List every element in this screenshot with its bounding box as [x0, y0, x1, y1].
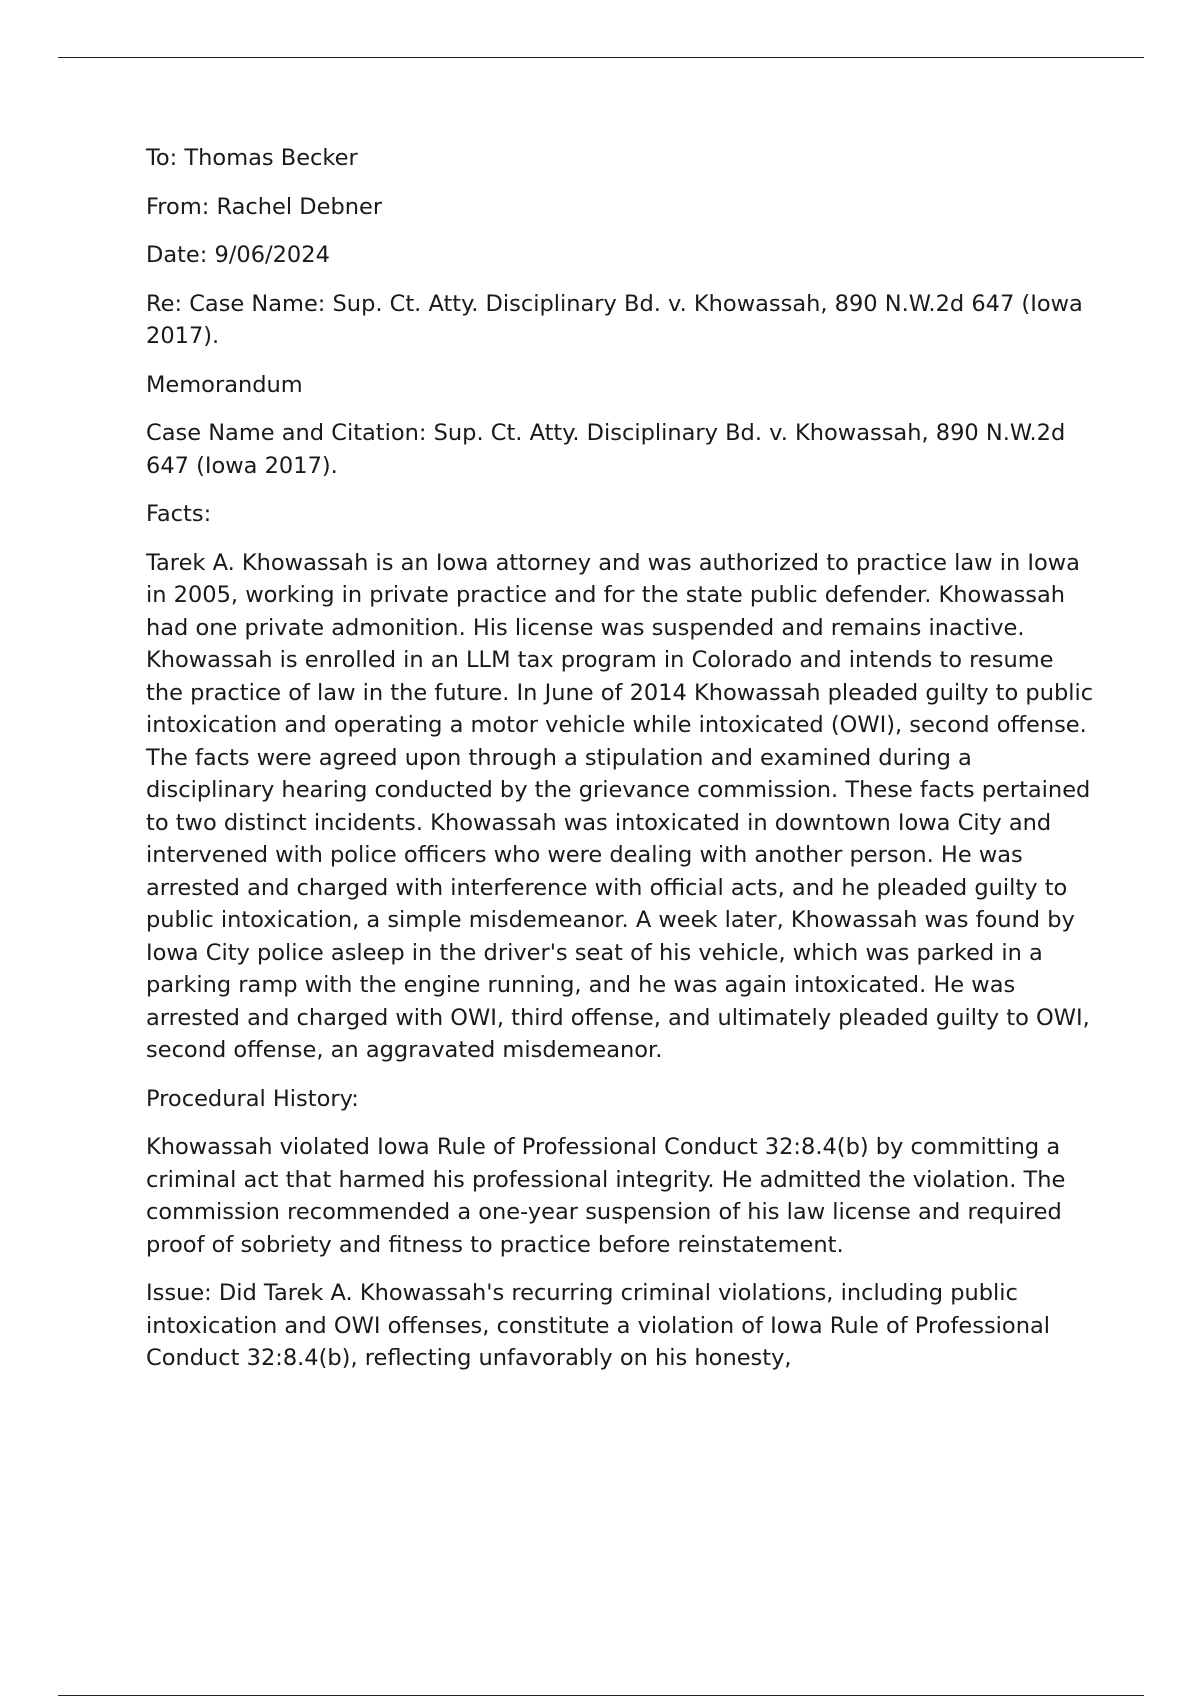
memo-from: From: Rachel Debner	[146, 193, 383, 220]
memo-date: Date: 9/06/2024	[146, 242, 330, 268]
memo-title: Memorandum	[146, 371, 303, 398]
top-rule	[58, 57, 1144, 58]
procedural-history-heading: Procedural History:	[146, 1085, 359, 1112]
memorandum-body	[146, 142, 1096, 1391]
procedural-history-paragraph: Khowassah violated Iowa Rule of Professional Conduct 32:8.4(b) by committing a criminal act that harmed his professional integrity. He admitted the violation. The commission recommended a one-year suspension of his law license and required proof of sobriety and fitness to practice before reinstatement.	[146, 1134, 1066, 1258]
facts-paragraph: Tarek A. Khowassah is an Iowa attorney and was authorized to practice law in Iowa in 2005, working in private practice and for the state public defender. Khowassah had one private admonition. His license was suspended and remains inactive. Khowassah is enrolled in an LLM tax program in Colorado and intends to resume the practice of law in the future. In June of 2014 Khowassah pleaded guilty to public intoxication and operating a motor vehicle while intoxicated (OWI), second offense. The facts were agreed upon through a stipulation and examined during a disciplinary hearing conducted by the grievance commission. These facts pertained to two distinct incidents. Khowassah was intoxicated in downtown Iowa City and intervened with police officers who were dealing with another person. He was arrested and charged with interference with official acts, and he pleaded guilty to public intoxication, a simple misdemeanor. A week later, Khowassah was found by Iowa City police asleep in the driver's seat of his vehicle, which was parked in a parking ramp with the engine running, and he was again intoxicated. He was arrested and charged with OWI, third offense, and ultimately pleaded guilty to OWI, second offense, an aggravated misdemeanor.	[146, 549, 1094, 1063]
issue-paragraph: Issue: Did Tarek A. Khowassah's recurring criminal violations, including public intoxication and OWI offenses, constitute a violation of Iowa Rule of Professional Conduct 32:8.4(b), reflecting unfavorably on his honesty,	[146, 1280, 1050, 1371]
facts-heading: Facts:	[146, 501, 212, 527]
case-citation: Case Name and Citation: Sup. Ct. Atty. Disciplinary Bd. v. Khowassah, 890 N.W.2d 647 (Iowa 2017).	[146, 420, 1066, 479]
memo-to: To: Thomas Becker	[146, 145, 358, 171]
bottom-rule	[58, 1695, 1144, 1696]
memo-re: Re: Case Name: Sup. Ct. Atty. Disciplinary Bd. v. Khowassah, 890 N.W.2d 647 (Iowa 2017).	[146, 290, 1083, 349]
